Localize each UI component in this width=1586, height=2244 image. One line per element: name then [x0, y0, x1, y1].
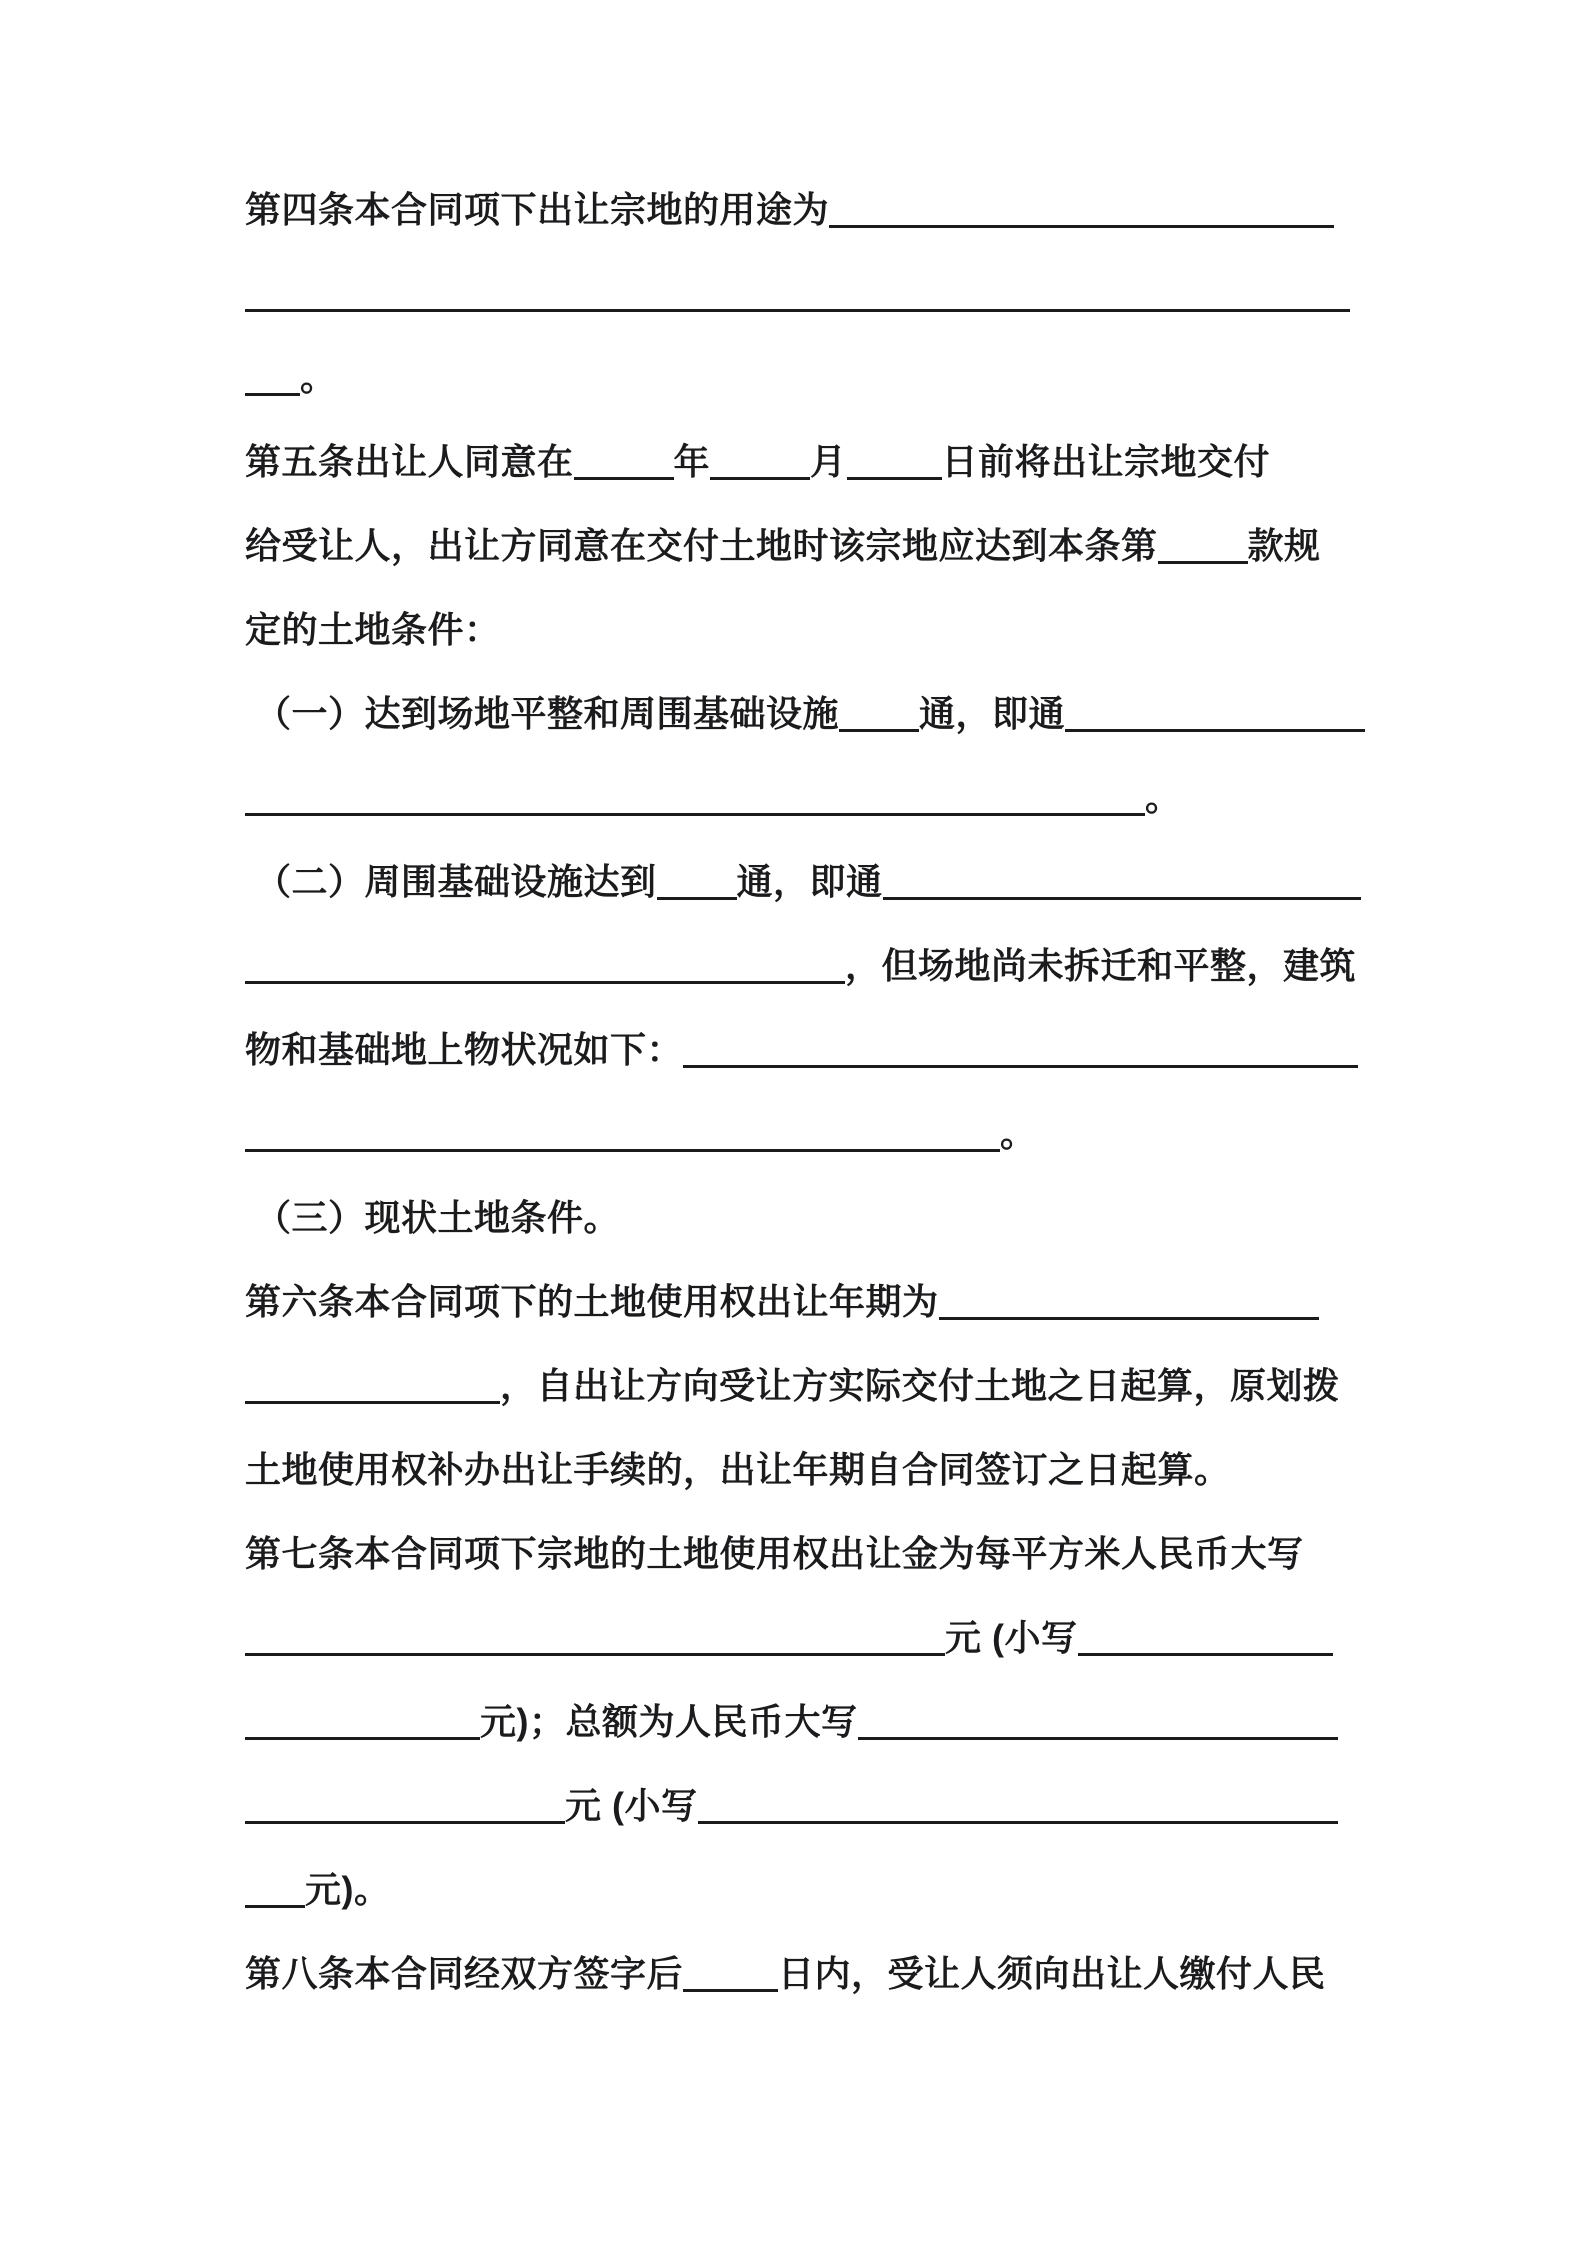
document-line — [245, 1680, 1360, 1764]
fill-in-blank[interactable] — [574, 473, 674, 480]
document-line — [245, 1848, 1360, 1932]
fill-in-blank[interactable] — [245, 977, 845, 984]
document-line — [245, 840, 1360, 924]
fill-in-blank[interactable] — [847, 473, 942, 480]
document-line — [245, 168, 1360, 252]
document-line — [245, 1092, 1360, 1176]
document-line — [245, 924, 1360, 1008]
text-segment: 日前将出让宗地交付 — [941, 441, 1271, 482]
document-body — [245, 168, 1360, 2016]
text-segment: 。 — [1000, 1113, 1037, 1154]
text-segment: 元 (小写 — [945, 1617, 1078, 1658]
document-line — [245, 1344, 1360, 1428]
fill-in-blank[interactable] — [683, 1985, 778, 1992]
fill-in-blank[interactable] — [698, 1817, 1338, 1824]
document-line — [245, 420, 1360, 504]
text-segment: 第五条出让人同意在 — [245, 441, 574, 482]
fill-in-blank[interactable] — [245, 809, 1145, 816]
text-segment: 年 — [673, 441, 711, 482]
document-line — [245, 336, 1360, 420]
fill-in-blank[interactable] — [1158, 557, 1248, 564]
text-segment: （三）现状土地条件。 — [255, 1197, 621, 1238]
fill-in-blank[interactable] — [839, 725, 919, 732]
document-line — [245, 1008, 1360, 1092]
document-line — [245, 252, 1360, 336]
document-line — [245, 588, 1360, 672]
fill-in-blank[interactable] — [245, 1817, 565, 1824]
document-line — [245, 1596, 1360, 1680]
text-segment: 第六条本合同项下的土地使用权出让年期为 — [245, 1281, 939, 1322]
document-line — [245, 756, 1360, 840]
text-segment: （一）达到场地平整和周围基础设施 — [255, 693, 840, 734]
fill-in-blank[interactable] — [939, 1313, 1319, 1320]
fill-in-blank[interactable] — [245, 389, 300, 396]
text-segment: 月 — [810, 441, 847, 482]
text-segment: 第七条本合同项下宗地的土地使用权出让金为每平方米人民币大写 — [245, 1533, 1304, 1574]
document-line — [245, 1764, 1360, 1848]
text-segment: 通，即通 — [919, 693, 1066, 734]
fill-in-blank[interactable] — [1065, 725, 1365, 732]
fill-in-blank[interactable] — [245, 305, 1350, 312]
fill-in-blank[interactable] — [829, 221, 1334, 228]
text-segment: 土地使用权补办出让手续的，出让年期自合同签订之日起算。 — [245, 1449, 1231, 1490]
document-line — [245, 1512, 1360, 1596]
text-segment: ，但场地尚未拆迁和平整，建筑 — [845, 945, 1357, 986]
text-segment: 日内，受让人须向出让人缴付人民 — [778, 1953, 1326, 1994]
document-line — [245, 1260, 1360, 1344]
fill-in-blank[interactable] — [245, 1145, 1000, 1152]
fill-in-blank[interactable] — [245, 1901, 305, 1908]
document-line — [245, 1428, 1360, 1512]
fill-in-blank[interactable] — [883, 893, 1361, 900]
text-segment: 元 (小写 — [565, 1785, 698, 1826]
fill-in-blank[interactable] — [683, 1061, 1358, 1068]
text-segment: 元)。 — [305, 1869, 391, 1910]
text-segment: 元)；总额为人民币大写 — [480, 1701, 858, 1742]
document-line — [245, 504, 1360, 588]
text-segment: 第八条本合同经双方签字后 — [245, 1953, 684, 1994]
text-segment: 物和基础地上物状况如下： — [245, 1029, 684, 1070]
fill-in-blank[interactable] — [657, 893, 737, 900]
fill-in-blank[interactable] — [245, 1733, 480, 1740]
fill-in-blank[interactable] — [710, 473, 810, 480]
fill-in-blank[interactable] — [858, 1733, 1338, 1740]
fill-in-blank[interactable] — [245, 1649, 945, 1656]
text-segment: 定的土地条件： — [245, 609, 501, 650]
document-line — [245, 672, 1360, 756]
text-segment: ，自出让方向受让方实际交付土地之日起算，原划拨 — [500, 1365, 1340, 1406]
text-segment: 第四条本合同项下出让宗地的用途为 — [245, 189, 830, 230]
text-segment: （二）周围基础设施达到 — [255, 861, 657, 902]
text-segment: 通，即通 — [736, 861, 883, 902]
text-segment: 。 — [300, 357, 337, 398]
fill-in-blank[interactable] — [1078, 1649, 1333, 1656]
document-line — [245, 1176, 1360, 1260]
fill-in-blank[interactable] — [245, 1397, 500, 1404]
text-segment: 款规 — [1247, 525, 1321, 566]
document-line — [245, 1932, 1360, 2016]
text-segment: 。 — [1145, 777, 1182, 818]
text-segment: 给受让人，出让方同意在交付土地时该宗地应达到本条第 — [245, 525, 1158, 566]
